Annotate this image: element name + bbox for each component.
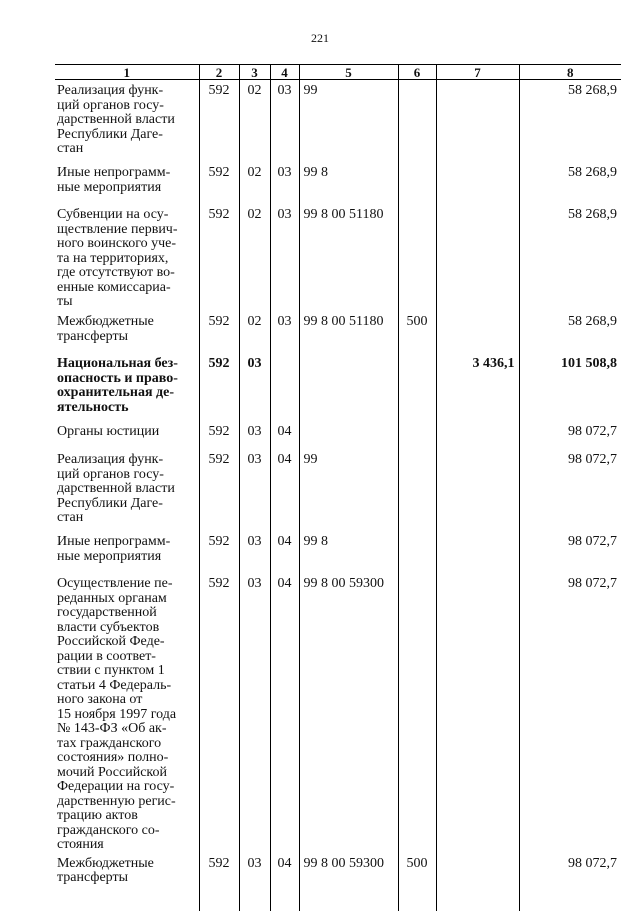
item-name: Межбюджетные трансферты: [57, 314, 154, 344]
subsection-code: 04: [270, 853, 299, 911]
column-header: 1: [55, 65, 199, 80]
section-code: 03: [239, 353, 270, 421]
column-header: 2: [199, 65, 239, 80]
table-row: [55, 853, 621, 911]
column-header: 7: [436, 65, 519, 80]
amount-col8: 98 072,7: [519, 853, 621, 911]
section-code: 02: [239, 80, 270, 163]
item-name: Национальная без- опасность и право- охранительная де- ятельность: [57, 356, 178, 415]
expense-type-code: [398, 573, 436, 853]
target-article-code: [299, 421, 398, 449]
amount-col8: 58 268,9: [519, 80, 621, 163]
admin-code: 592: [199, 80, 239, 163]
expense-type-code: [398, 421, 436, 449]
section-code: 02: [239, 162, 270, 204]
section-code: 03: [239, 531, 270, 573]
table-row: [55, 311, 621, 353]
subsection-code: 03: [270, 162, 299, 204]
budget-table: [55, 64, 621, 911]
expense-type-code: 500: [398, 311, 436, 353]
target-article-code: 99 8 00 59300: [299, 853, 398, 911]
expense-type-code: [398, 449, 436, 531]
admin-code: 592: [199, 353, 239, 421]
target-article-code: 99 8 00 51180: [299, 204, 398, 311]
subsection-code: 04: [270, 449, 299, 531]
amount-col8: 98 072,7: [519, 531, 621, 573]
table-row: [55, 204, 621, 311]
section-code: 03: [239, 449, 270, 531]
table-row: [55, 573, 621, 853]
table-row: [55, 421, 621, 449]
admin-code: 592: [199, 204, 239, 311]
subsection-code: 04: [270, 421, 299, 449]
page-number: 221: [311, 31, 329, 45]
section-code: 03: [239, 421, 270, 449]
subsection-code: [270, 353, 299, 421]
item-name: Иные непрограмм- ные мероприятия: [57, 165, 171, 195]
table-body: [55, 80, 621, 911]
item-name: Иные непрограмм- ные мероприятия: [57, 534, 171, 564]
subsection-code: 03: [270, 311, 299, 353]
amount-col7: [436, 80, 519, 163]
section-code: 03: [239, 573, 270, 853]
subsection-code: 04: [270, 531, 299, 573]
admin-code: 592: [199, 531, 239, 573]
column-header: 8: [519, 65, 621, 80]
table-header-row: [55, 65, 621, 80]
subsection-code: 03: [270, 204, 299, 311]
item-name: Осуществление пе- реданных органам государственной власти субъектов Российской Феде- рации в соответ- ствии с пунктом 1 статьи 4 Федераль- ного закона от 15 ноября 1997 года № 143-ФЗ «Об ак- тах гражданского состояния» полно- мочий Российской Федерации на госу- дарственную регис- трацию актов гражданского со- стояния: [57, 576, 177, 852]
column-header: 5: [299, 65, 398, 80]
amount-col8: 58 268,9: [519, 204, 621, 311]
table-row: [55, 531, 621, 573]
amount-col8: 101 508,8: [519, 353, 621, 421]
target-article-code: 99 8: [299, 531, 398, 573]
expense-type-code: [398, 80, 436, 163]
amount-col7: [436, 449, 519, 531]
admin-code: 592: [199, 853, 239, 911]
target-article-code: 99 8: [299, 162, 398, 204]
expense-type-code: [398, 204, 436, 311]
column-header: 4: [270, 65, 299, 80]
section-code: 02: [239, 204, 270, 311]
amount-col7: [436, 853, 519, 911]
expense-type-code: [398, 162, 436, 204]
expense-type-code: 500: [398, 853, 436, 911]
target-article-code: [299, 353, 398, 421]
amount-col8: 58 268,9: [519, 311, 621, 353]
item-name: Органы юстиции: [57, 424, 160, 439]
amount-col7: [436, 573, 519, 853]
target-article-code: 99: [299, 449, 398, 531]
amount-col7: [436, 311, 519, 353]
item-name: Субвенции на осу- ществление первич- ного воинского уче- та на территориях, где отсутствуют во- енные комиссариа- ты: [57, 207, 178, 309]
target-article-code: 99 8 00 59300: [299, 573, 398, 853]
expense-type-code: [398, 353, 436, 421]
amount-col8: 98 072,7: [519, 421, 621, 449]
target-article-code: 99 8 00 51180: [299, 311, 398, 353]
table-row: [55, 353, 621, 421]
table-row: [55, 80, 621, 163]
column-header: 3: [239, 65, 270, 80]
subsection-code: 03: [270, 80, 299, 163]
amount-col7: [436, 531, 519, 573]
admin-code: 592: [199, 162, 239, 204]
admin-code: 592: [199, 311, 239, 353]
admin-code: 592: [199, 449, 239, 531]
admin-code: 592: [199, 573, 239, 853]
table-row: [55, 449, 621, 531]
amount-col8: 58 268,9: [519, 162, 621, 204]
column-header: 6: [398, 65, 436, 80]
amount-col7: [436, 421, 519, 449]
amount-col7: [436, 204, 519, 311]
table-row: [55, 162, 621, 204]
section-code: 02: [239, 311, 270, 353]
item-name: Реализация функ- ций органов госу- дарственной власти Республики Даге- стан: [57, 83, 175, 156]
item-name: Реализация функ- ций органов госу- дарственной власти Республики Даге- стан: [57, 452, 175, 525]
subsection-code: 04: [270, 573, 299, 853]
item-name: Межбюджетные трансферты: [57, 855, 154, 885]
amount-col8: 98 072,7: [519, 573, 621, 853]
expense-type-code: [398, 531, 436, 573]
section-code: 03: [239, 853, 270, 911]
amount-col8: 98 072,7: [519, 449, 621, 531]
amount-col7: 3 436,1: [436, 353, 519, 421]
target-article-code: 99: [299, 80, 398, 163]
admin-code: 592: [199, 421, 239, 449]
amount-col7: [436, 162, 519, 204]
